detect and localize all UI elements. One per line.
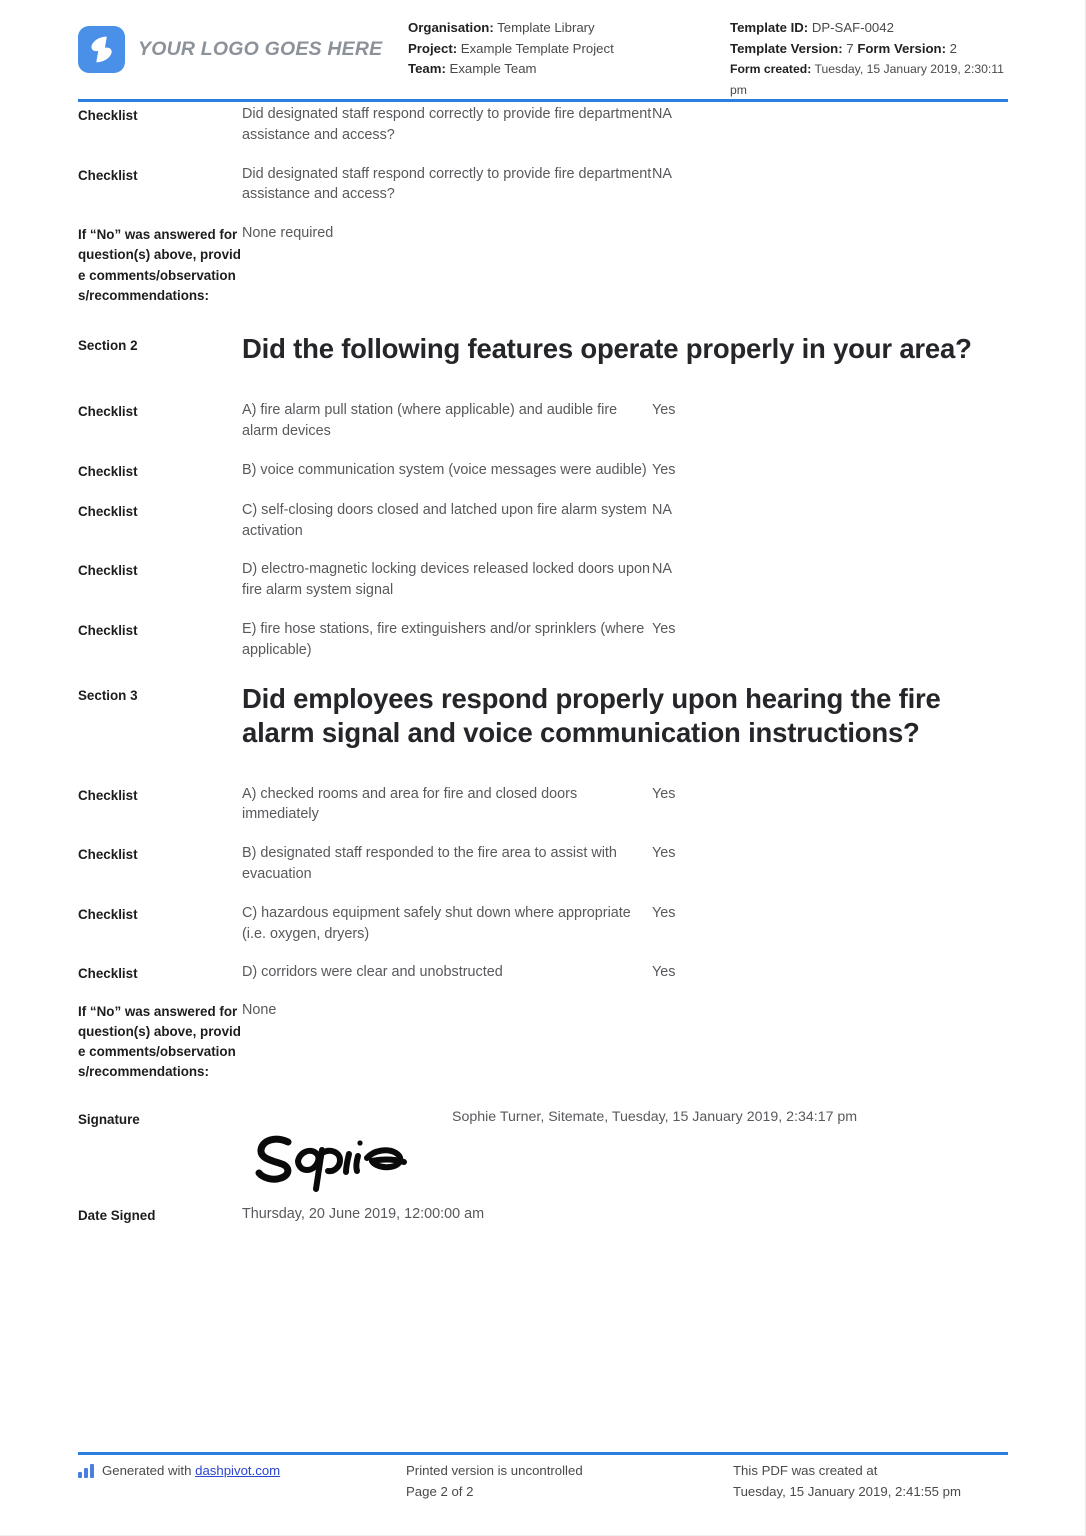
row-label: Checklist (78, 966, 138, 982)
signature-row (78, 1108, 1008, 1204)
table-row (78, 619, 1008, 661)
footer-generated-block (78, 1461, 406, 1485)
date-signed-label: Date Signed (78, 1208, 156, 1224)
header-meta-left (408, 18, 730, 80)
row-answer: Yes (652, 904, 676, 921)
footer-printed-block (406, 1461, 733, 1502)
date-signed-row (78, 1204, 1008, 1226)
row-value: None required (242, 225, 334, 242)
footer-generated-text (102, 1461, 280, 1482)
row-label: If “No” was answered for question(s) above, provide comments/observations/recommendations: (78, 1003, 241, 1080)
section-heading-row (78, 332, 1008, 366)
row-answer: NA (652, 106, 672, 122)
meta-form-version-key: Form Version: (857, 40, 946, 56)
table-row (78, 784, 1008, 826)
row-answer: Yes (652, 845, 676, 862)
table-row (78, 460, 1008, 482)
row-question: A) checked rooms and area for fire and closed doors immediately (242, 785, 578, 823)
meta-template-version-key: Template Version: (730, 40, 843, 56)
meta-organisation-value: Template Library (497, 20, 595, 35)
meta-form-created-key: Form created: (730, 62, 812, 76)
table-row (78, 559, 1008, 601)
row-label: Checklist (78, 847, 138, 863)
footer-page-number: Page 2 of 2 (406, 1483, 474, 1499)
row-label: Checklist (78, 167, 138, 183)
meta-organisation-key: Organisation: (408, 20, 494, 35)
meta-template-version-value: 7 (846, 40, 854, 56)
row-label: Checklist (78, 622, 138, 638)
signature-body (242, 1108, 1008, 1204)
row-label: If “No” was answered for question(s) above, provide comments/observations/recommendations: (78, 227, 241, 303)
table-row (78, 104, 1008, 146)
table-row (78, 903, 1008, 945)
signature-label: Signature (78, 1112, 140, 1128)
table-row (78, 1000, 1008, 1083)
table-row (78, 843, 1008, 885)
footer-divider (78, 1452, 1008, 1455)
date-signed-value: Thursday, 20 June 2019, 12:00:00 am (242, 1206, 485, 1223)
row-answer: Yes (652, 964, 676, 981)
row-answer: Yes (652, 461, 676, 478)
row-label: Checklist (78, 563, 138, 579)
form-rows (78, 104, 1008, 1245)
row-label: Checklist (78, 787, 138, 803)
document-footer (78, 1461, 1008, 1502)
meta-team (408, 59, 730, 80)
row-question: E) fire hose stations, fire extinguishers and/or sprinklers (where applicable) (242, 620, 645, 658)
section-heading-row (78, 682, 1008, 750)
section-label: Section 2 (78, 338, 138, 353)
row-question: C) self-closing doors closed and latched upon fire alarm system activation (242, 501, 647, 539)
row-label: Checklist (78, 108, 138, 123)
section-heading: Did the following features operate properly in your area? (242, 333, 972, 364)
footer-created-timestamp: Tuesday, 15 January 2019, 2:41:55 pm (733, 1483, 961, 1499)
row-value: None (242, 1001, 277, 1018)
row-label: Checklist (78, 503, 138, 519)
row-answer: Yes (652, 620, 676, 637)
row-label: Checklist (78, 463, 138, 479)
row-answer: Yes (652, 785, 676, 802)
table-row (78, 223, 1008, 306)
row-question: D) corridors were clear and unobstructed (242, 964, 503, 981)
row-question: A) fire alarm pull station (where applicable) and audible fire alarm devices (242, 402, 618, 439)
row-answer: NA (652, 165, 672, 182)
meta-template-id (730, 18, 1008, 39)
sitemate-logo-icon (78, 26, 125, 73)
row-question: C) hazardous equipment safely shut down where appropriate (i.e. oxygen, dryers) (242, 904, 631, 942)
logo-text: YOUR LOGO GOES HERE (138, 38, 383, 60)
meta-project (408, 39, 730, 60)
meta-organisation (408, 18, 730, 39)
section-heading: Did employees respond properly upon hearing the fire alarm signal and voice communication instructions? (242, 682, 941, 748)
header-meta-right (730, 18, 1008, 100)
table-row (78, 962, 1008, 984)
brand-block (78, 18, 408, 73)
meta-form-created-value: Tuesday, 15 January 2019, 2:30:11 pm (730, 62, 1004, 97)
meta-team-value: Example Team (449, 61, 537, 76)
row-label: Checklist (78, 906, 138, 922)
row-question: B) designated staff responded to the fire area to assist with evacuation (242, 845, 617, 882)
dashpivot-link[interactable]: dashpivot.com (195, 1463, 281, 1478)
meta-project-value: Example Template Project (460, 40, 614, 56)
meta-form-version-value: 2 (949, 40, 957, 56)
footer-generated-prefix: Generated with (102, 1463, 196, 1478)
bar-chart-icon (78, 1461, 95, 1485)
row-question: D) electro-magnetic locking devices released locked doors upon fire alarm system signal (242, 561, 650, 599)
row-label: Checklist (78, 404, 138, 419)
meta-template-id-key: Template ID: (730, 20, 809, 35)
meta-form-created (730, 59, 1008, 100)
table-row (78, 500, 1008, 542)
footer-created-block (733, 1461, 1008, 1502)
row-question: Did designated staff respond correctly to provide fire department assistance and access? (242, 165, 652, 203)
header-divider (78, 99, 1008, 102)
meta-project-key: Project: (408, 40, 458, 56)
meta-template-id-value: DP-SAF-0042 (811, 20, 894, 35)
table-row (78, 164, 1008, 206)
meta-versions (730, 39, 1008, 60)
signature-meta: Sophie Turner, Sitemate, Tuesday, 15 January 2019, 2:34:17 pm (452, 1109, 858, 1126)
footer-printed-line1: Printed version is uncontrolled (406, 1463, 583, 1478)
section-label: Section 3 (78, 687, 138, 703)
row-answer: NA (652, 561, 672, 578)
meta-team-key: Team: (408, 61, 446, 76)
row-question: B) voice communication system (voice messages were audible) (242, 461, 647, 478)
signature-sophie (254, 1126, 429, 1201)
row-question: Did designated staff respond correctly to provide fire department assistance and access? (242, 106, 652, 143)
table-row (78, 400, 1008, 442)
footer-created-line1: This PDF was created at (733, 1463, 878, 1478)
row-answer: NA (652, 501, 672, 518)
document-header (78, 18, 1008, 100)
row-answer: Yes (652, 402, 676, 418)
